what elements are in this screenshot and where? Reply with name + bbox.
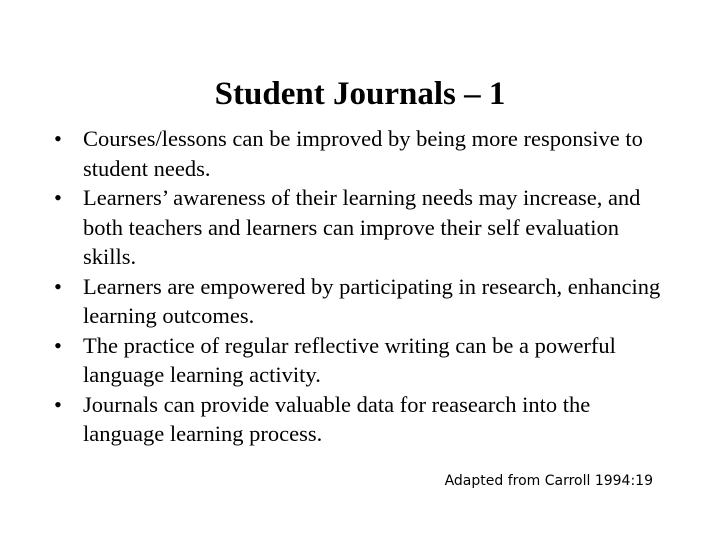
bullet-item bbox=[54, 390, 674, 449]
bullet-icon: • bbox=[54, 126, 62, 151]
bullet-item bbox=[54, 124, 674, 183]
bullet-icon: • bbox=[54, 332, 62, 358]
bullet-item bbox=[54, 331, 674, 390]
bullet-text: Learners’ awareness of their learning needs may increase, and both teachers and learners can improve their self evaluation skills. bbox=[83, 185, 641, 269]
bullet-text: The practice of regular reflective writing can be a powerful language learning activity. bbox=[83, 332, 616, 387]
bullet-item bbox=[54, 183, 674, 272]
bullet-list bbox=[54, 124, 674, 449]
bullet-text: Learners are empowered by participating in research, enhancing learning outcomes. bbox=[83, 273, 661, 328]
bullet-icon: • bbox=[54, 185, 62, 210]
slide-title: Student Journals – 1 bbox=[214, 76, 506, 112]
bullet-text: Journals can provide valuable data for reasearch into the language learning process. bbox=[83, 391, 591, 446]
bullet-icon: • bbox=[54, 273, 62, 299]
source-credit: Adapted from Carroll 1994:19 bbox=[444, 473, 653, 489]
bullet-icon: • bbox=[54, 391, 62, 417]
bullet-item bbox=[54, 272, 674, 331]
bullet-text: Courses/lessons can be improved by being more responsive to student needs. bbox=[83, 126, 643, 181]
